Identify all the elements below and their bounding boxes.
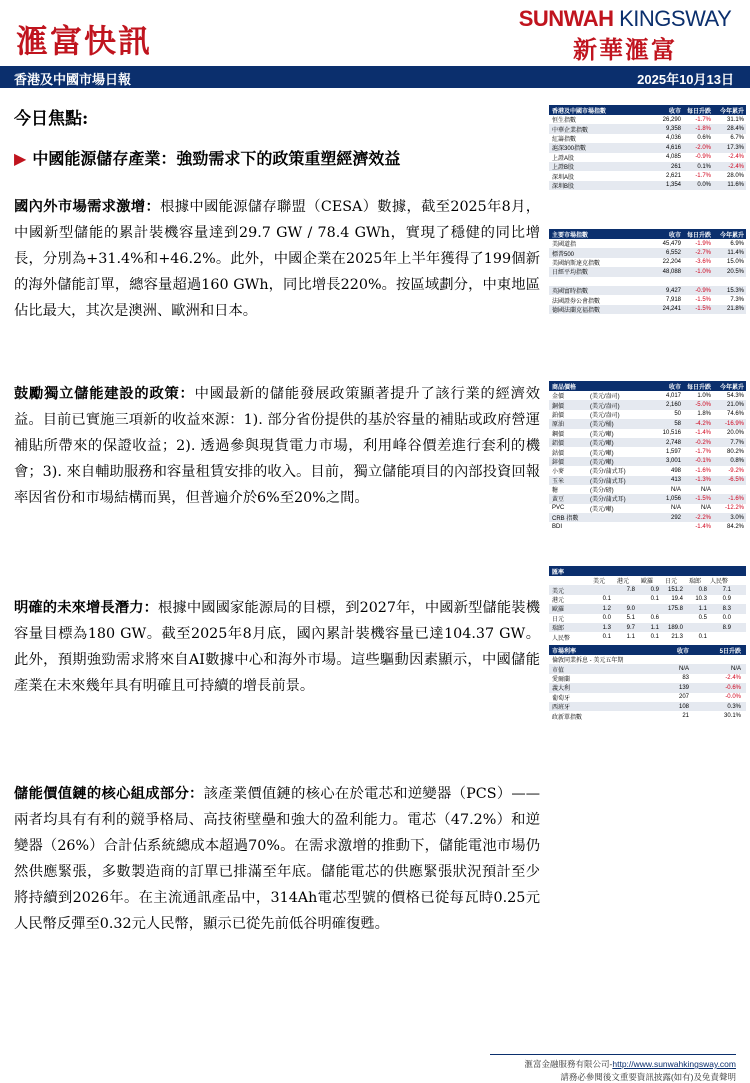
header-cell: 收市: [668, 384, 681, 391]
cell-rate: 19.4: [671, 596, 683, 603]
cell-daily-change: 0.6%: [697, 135, 711, 142]
cell-close: 22,204: [662, 259, 681, 266]
header-cell: 港元: [616, 579, 629, 586]
cell-close: 21: [682, 713, 689, 720]
table-header: [549, 645, 746, 655]
cell-ytd-change: -1.6%: [728, 495, 744, 502]
cell-daily-change: -1.7%: [695, 116, 711, 123]
header-cell: 香港及中國市場指數: [552, 108, 607, 115]
table-row: [549, 476, 746, 485]
row-label: 深圳B股: [552, 183, 575, 190]
cell-ytd-change: 28.4%: [726, 126, 744, 133]
cell-daily-change: 0.0%: [697, 182, 711, 189]
cell-close: 2,748: [665, 439, 681, 446]
table-row: [549, 655, 746, 664]
cell-close: 9,358: [665, 126, 681, 133]
row-label: 日經平均指數: [552, 270, 589, 277]
brand-title: 滙富快訊: [16, 22, 153, 60]
triangle-icon: ▶: [14, 149, 27, 168]
cell-close: 50: [674, 411, 681, 418]
cell-daily-change: -1.5%: [695, 297, 711, 304]
row-label: 瑞郎: [552, 626, 565, 633]
row-label: 原油: [552, 422, 565, 429]
cell-close: 10,516: [662, 430, 681, 437]
table-header: [549, 381, 746, 391]
footer-link[interactable]: http://www.sunwahkingsway.com: [612, 1059, 736, 1069]
cell-close: 2,160: [665, 402, 681, 409]
cell-5d-change: -0.6%: [725, 684, 741, 691]
row-label: 鋼價: [552, 431, 565, 438]
footer-company-name: 滙富金融服務有限公司-: [524, 1059, 613, 1069]
footer-company: [525, 1058, 736, 1070]
row-unit: (美元/噸): [590, 441, 614, 448]
row-label: 小麥: [552, 469, 565, 476]
cell-rate: 1.2: [602, 605, 611, 612]
cell-close: 139: [678, 684, 689, 691]
row-label: 美國道指: [552, 242, 577, 249]
row-label: 金價: [552, 394, 565, 401]
paragraph-policy: [14, 381, 540, 511]
cell-daily-change: 0.1%: [697, 163, 711, 170]
header-cell: 今年累升: [719, 384, 744, 391]
table-row: [549, 171, 746, 180]
table-row: [549, 153, 746, 162]
cell-close: 108: [678, 703, 689, 710]
cell-daily-change: -1.9%: [695, 240, 711, 247]
cell-close: 2,621: [665, 173, 681, 180]
header-cell: 收市: [668, 232, 681, 239]
cell-ytd-change: -6.5%: [728, 477, 744, 484]
paragraph-value-chain: [14, 781, 540, 937]
paragraph-growth: [14, 595, 540, 699]
cell-ytd-change: -16.9%: [724, 420, 744, 427]
row-label: 鈷價: [552, 450, 565, 457]
cell-rate: 0.0: [602, 615, 611, 622]
table-row: [549, 143, 746, 152]
row-label: 深圳A股: [552, 174, 575, 181]
cell-close: 26,290: [662, 116, 681, 123]
report-date: 2025年10月13日: [637, 72, 734, 87]
row-label: 西班牙: [552, 705, 571, 712]
table-row: [549, 623, 746, 632]
row-label: 標普500: [552, 251, 575, 258]
table-row: [549, 295, 746, 304]
cell-ytd-change: 3.0%: [730, 514, 744, 521]
cell-rate: 175.8: [667, 605, 683, 612]
row-label: 紅籌指數: [552, 136, 577, 143]
fx-header-row: [549, 576, 746, 585]
table-row: [549, 258, 746, 267]
cell-ytd-change: 21.0%: [726, 402, 744, 409]
header-cell: 收市: [668, 108, 681, 115]
table-row: [549, 447, 746, 456]
header-cell: 每日升跌: [686, 384, 711, 391]
row-unit: (美元/噸): [590, 431, 614, 438]
header-cell: 日元: [664, 579, 677, 586]
report-subtitle: 香港及中國市場日報: [14, 73, 132, 88]
logo-text-a: SUNWAH: [518, 6, 620, 31]
cell-rate: 0.1: [650, 596, 659, 603]
cell-ytd-change: 15.0%: [726, 259, 744, 266]
table-row: [549, 239, 746, 248]
paragraph-demand: [14, 194, 540, 324]
row-label: 玉米: [552, 478, 565, 485]
table-row: [549, 504, 746, 513]
fx-table: [549, 566, 746, 642]
cell-rate: 189.0: [667, 624, 683, 631]
cell-ytd-change: 17.3%: [726, 144, 744, 151]
table-row: [549, 614, 746, 623]
cell-rate: 1.1: [626, 634, 635, 641]
cell-ytd-change: 20.5%: [726, 268, 744, 275]
cell-ytd-change: 54.3%: [726, 392, 744, 399]
table-row: [549, 115, 746, 124]
row-label: 葡萄牙: [552, 695, 571, 702]
cell-rate: 10.3: [695, 596, 707, 603]
header-cell: 商品價格: [552, 384, 577, 391]
row-label: 鋁價: [552, 441, 565, 448]
cell-close: 261: [670, 163, 681, 170]
cell-rate: 8.3: [722, 605, 731, 612]
row-unit: (美分/磅): [590, 488, 614, 495]
row-unit: (美元/噸): [590, 506, 614, 513]
paragraph-lead: 儲能價值鏈的核心組成部分：: [14, 786, 204, 802]
cell-rate: 8.9: [722, 624, 731, 631]
paragraph-body: 根據中國國家能源局的目標，到2027年，中國新型儲能裝機容量目標為180 GW。截至2025年8月底，國內累計裝機容量已達104.37 GW。此外，預期強勁需求將來自AI數據中心和海外市場。這些驅動因素顯示，中國儲能產業在未來幾年具有明確且可持續的增長前景。: [14, 600, 541, 694]
paragraph-lead: 明確的未來增長潛力：: [14, 600, 159, 616]
row-label: 德國法蘭克福指數: [552, 307, 601, 314]
row-label: 糖: [552, 488, 559, 495]
header-cell: 5日升跌: [719, 648, 741, 655]
cell-close: 3,001: [665, 458, 681, 465]
cell-rate: 9.7: [626, 624, 635, 631]
paragraph-body: 中國最新的儲能發展政策顯著提升了該行業的經濟效益。目前已實施三項新的收益來源：1). 部分省份提供的基於容量的補貼或政府營運補貼所帶來的保證收益；2). 透過參與現貨電力市場，利用峰谷價差進行套利的機會；3). 來自輔助服務和容量租賃安排的收入。目前，獨立儲能項目的內部投資回報率因省份和市場結構而異，但普遍介於6%至20%之間。: [14, 386, 541, 506]
table-row: [549, 693, 746, 702]
header-bar: [0, 66, 750, 88]
cell-rate: 5.1: [626, 615, 635, 622]
header-cell: 每日升跌: [686, 108, 711, 115]
cell-daily-change: -0.2%: [695, 439, 711, 446]
table-row: [549, 674, 746, 683]
cell-rate: 1.1: [650, 624, 659, 631]
row-unit: (美元/桶): [590, 422, 614, 429]
row-label: 美元: [552, 588, 565, 595]
row-label: 歐羅: [552, 607, 565, 614]
row-unit: (美元/噸): [590, 450, 614, 457]
table-row: [549, 683, 746, 692]
cell-rate: 0.9: [722, 596, 731, 603]
table-row: [549, 494, 746, 503]
cell-rate: 151.2: [667, 587, 683, 594]
cell-ytd-change: 28.0%: [726, 173, 744, 180]
cell-ytd-change: 21.8%: [726, 306, 744, 313]
table-row: [549, 134, 746, 143]
cell-daily-change: 1.8%: [697, 411, 711, 418]
row-label: 黃豆: [552, 497, 565, 504]
cell-daily-change: -2.2%: [695, 514, 711, 521]
footer-disclaimer: 請務必參閱後文重要資訊披露(如有)及免責聲明: [560, 1072, 736, 1082]
footer-divider: [490, 1054, 736, 1055]
cell-5d-change: N/A: [730, 666, 741, 673]
table-row: [549, 664, 746, 673]
row-label: 人民幣: [552, 635, 571, 642]
table-row: [549, 124, 746, 133]
cell-daily-change: -1.5%: [695, 306, 711, 313]
cell-daily-change: -1.7%: [695, 449, 711, 456]
row-unit: (美分/蒲式耳): [590, 469, 626, 476]
cell-ytd-change: 7.3%: [730, 297, 744, 304]
cell-ytd-change: 74.6%: [726, 411, 744, 418]
cell-close: N/A: [670, 505, 681, 512]
cell-5d-change: -0.0%: [725, 694, 741, 701]
cell-ytd-change: 6.9%: [730, 240, 744, 247]
row-label: 中華企業指數: [552, 127, 589, 134]
paragraph-lead: 國內外市場需求激增：: [14, 199, 161, 215]
cell-close: 292: [670, 514, 681, 521]
cell-rate: 1.1: [698, 605, 707, 612]
cell-rate: 1.3: [602, 624, 611, 631]
header-cell: 每日升跌: [686, 232, 711, 239]
row-label: 倫敦同業拆息 - 美元五年期: [552, 658, 624, 665]
cell-close: 1,354: [665, 182, 681, 189]
cell-close: 48,088: [662, 268, 681, 275]
cell-ytd-change: 20.0%: [726, 430, 744, 437]
table-row: [549, 286, 746, 295]
cell-rate: 0.5: [698, 615, 707, 622]
headline-text: 中國能源儲存產業：強勁需求下的政策重塑經濟效益: [32, 149, 401, 168]
table-row: [549, 466, 746, 475]
table-row: [549, 585, 746, 594]
paragraph-lead: 鼓勵獨立儲能建設的政策：: [14, 386, 195, 402]
cell-rate: 0.1: [602, 596, 611, 603]
header-cell: 主要市場指數: [552, 232, 589, 239]
table-row: [549, 391, 746, 400]
global-index-table: [549, 229, 746, 314]
cell-ytd-change: 80.2%: [726, 449, 744, 456]
cell-ytd-change: -12.2%: [724, 505, 744, 512]
headline: [14, 146, 400, 169]
table-header: [549, 566, 746, 576]
table-row: [549, 410, 746, 419]
cell-daily-change: -1.0%: [695, 268, 711, 275]
table-header: [549, 229, 746, 239]
table-row: [549, 267, 746, 276]
header-cell: 今年累升: [719, 108, 744, 115]
header-cell: 市場利率: [552, 648, 577, 655]
row-unit: (美分/蒲式耳): [590, 497, 626, 504]
cell-daily-change: -0.1%: [695, 458, 711, 465]
table-row: [549, 595, 746, 604]
paragraph-body: 該產業價值鏈的核心在於電芯和逆變器（PCS）——兩者均具有有利的競爭格局、高技術壁壘和強大的盈利能力。電芯（47.2%）和逆變器（26%）合計佔系統總成本超過70%。在需求激增的推動下，儲能電池市場仍然供應緊張，多數製造商的訂單已排滿至年底。儲能電芯的供應緊張狀況預計至少將持續到2026年。在主流通訊產品中，314Ah電芯型號的價格已從每瓦時0.25元人民幣反彈至0.32元人民幣，顯示已從先前低谷明確復甦。: [14, 786, 540, 932]
row-label: 滬深300指數: [552, 146, 587, 153]
cell-close: 4,085: [665, 154, 681, 161]
cell-daily-change: -0.9%: [695, 154, 711, 161]
hk-index-table: [549, 105, 746, 190]
cell-rate: 0.8: [698, 587, 707, 594]
cell-ytd-change: 11.6%: [727, 182, 744, 189]
row-label: 市值: [552, 667, 565, 674]
cell-rate: 0.6: [650, 615, 659, 622]
table-row: [549, 702, 746, 711]
table-row: [549, 429, 746, 438]
cell-close: 58: [674, 420, 681, 427]
cell-close: 1,597: [665, 449, 681, 456]
cell-close: N/A: [670, 486, 681, 493]
cell-close: N/A: [678, 666, 689, 673]
cell-daily-change: -1.7%: [695, 173, 711, 180]
row-label: 鉑價: [552, 412, 565, 419]
row-unit: (美分/蒲式耳): [590, 478, 626, 485]
cell-daily-change: -4.2%: [695, 420, 711, 427]
focus-label: 今日焦點:: [14, 109, 89, 129]
paragraph-body: 根據中國能源儲存聯盟（CESA）數據，截至2025年8月，中國新型儲能的累計裝機容量達到29.7 GW / 78.4 GWh，實現了穩健的同比增長，分別為+31.4%和+46.2%。此外，中國企業在2025年上半年獲得了199個新的海外儲能訂單，總容量超過160 GWh，同比增長220%。按區域劃分，中東地區佔比最大，其次是澳洲、歐洲和日本。: [14, 199, 541, 319]
cell-close: 1,056: [665, 495, 681, 502]
header-cell: 瑞郎: [688, 579, 701, 586]
row-unit: (美元/盎司): [590, 394, 620, 401]
cell-rate: 0.0: [722, 615, 731, 622]
cell-daily-change: -5.0%: [695, 402, 711, 409]
row-label: 上證A股: [552, 155, 575, 162]
cell-daily-change: N/A: [700, 486, 711, 493]
logo-text-zh: 新華滙富: [573, 35, 677, 64]
row-label: 日元: [552, 616, 565, 623]
row-label: BDI: [552, 524, 563, 531]
cell-5d-change: 0.3%: [727, 703, 741, 710]
row-label: 恒生指數: [552, 118, 577, 125]
row-label: 英國富時指數: [552, 289, 589, 296]
header-cell: 歐羅: [640, 579, 653, 586]
table-row: [549, 162, 746, 171]
cell-close: 7,918: [665, 297, 681, 304]
cell-close: 6,552: [665, 250, 681, 257]
rates-table: [549, 645, 746, 721]
cell-daily-change: -1.4%: [695, 524, 711, 531]
cell-close: 45,479: [662, 240, 681, 247]
cell-rate: 0.1: [602, 634, 611, 641]
cell-5d-change: 30.1%: [723, 713, 741, 720]
logo-text-b: KINGSWAY: [619, 6, 732, 31]
cell-rate: 7.8: [626, 587, 635, 594]
table-header: [549, 105, 746, 115]
cell-rate: 0.1: [698, 634, 707, 641]
cell-rate: 0.1: [650, 634, 659, 641]
row-unit: (美元/盎司): [590, 403, 620, 410]
row-unit: (美元/盎司): [590, 412, 620, 419]
table-row: [549, 419, 746, 428]
cell-ytd-change: -2.4%: [728, 154, 744, 161]
table-row: [549, 248, 746, 257]
cell-daily-change: -3.6%: [695, 259, 711, 266]
cell-ytd-change: 31.1%: [726, 116, 744, 123]
cell-daily-change: -0.9%: [695, 287, 711, 294]
cell-rate: 0.9: [650, 587, 659, 594]
table-row: [549, 632, 746, 641]
row-unit: (美元/噸): [590, 459, 614, 466]
header-cell: 美元: [592, 579, 605, 586]
cell-daily-change: -1.3%: [695, 477, 711, 484]
cell-ytd-change: 11.4%: [727, 250, 744, 257]
table-row: [549, 522, 746, 531]
cell-daily-change: -1.4%: [695, 430, 711, 437]
table-row: [549, 513, 746, 522]
row-label: 上證B股: [552, 165, 575, 172]
cell-close: 24,241: [662, 306, 681, 313]
cell-daily-change: -1.5%: [695, 495, 711, 502]
cell-close: 9,427: [665, 287, 681, 294]
row-label: PVC: [552, 505, 565, 512]
cell-close: 498: [670, 467, 681, 474]
table-row: [549, 711, 746, 720]
cell-ytd-change: 6.7%: [730, 135, 744, 142]
table-row: [549, 305, 746, 314]
company-logo: [514, 6, 736, 65]
cell-5d-change: -2.4%: [725, 675, 741, 682]
header-cell: 人民幣: [709, 579, 728, 586]
row-label: 義大利: [552, 686, 571, 693]
cell-daily-change: -2.0%: [695, 144, 711, 151]
cell-close: 4,616: [665, 144, 681, 151]
table-row: [549, 604, 746, 613]
cell-ytd-change: 15.3%: [726, 287, 744, 294]
row-label: 港元: [552, 597, 565, 604]
cell-close: 4,017: [665, 392, 681, 399]
table-row: [549, 181, 746, 190]
cell-ytd-change: 7.7%: [730, 439, 744, 446]
cell-daily-change: N/A: [700, 505, 711, 512]
cell-rate: 9.0: [626, 605, 635, 612]
row-label: CRB 指數: [552, 516, 579, 523]
cell-ytd-change: 84.2%: [726, 524, 744, 531]
cell-ytd-change: 0.8%: [730, 458, 744, 465]
cell-daily-change: -1.8%: [695, 126, 711, 133]
table-row: [549, 277, 746, 286]
cell-daily-change: 1.0%: [697, 392, 711, 399]
cell-rate: 7.1: [722, 587, 731, 594]
row-label: 愛爾蘭: [552, 676, 571, 683]
cell-ytd-change: -2.4%: [728, 163, 744, 170]
table-row: [549, 457, 746, 466]
row-label: 美國納斯達克指數: [552, 260, 601, 267]
table-title: 匯率: [552, 569, 565, 576]
row-label: 政新單指數: [552, 714, 583, 721]
table-row: [549, 485, 746, 494]
cell-close: 4,036: [665, 135, 681, 142]
header-cell: 收市: [676, 648, 689, 655]
row-label: 法國證券公會指數: [552, 298, 601, 305]
cell-close: 207: [678, 694, 689, 701]
table-row: [549, 438, 746, 447]
row-label: 銅價: [552, 403, 565, 410]
cell-daily-change: -2.7%: [695, 250, 711, 257]
header-cell: 今年累升: [719, 232, 744, 239]
row-label: 鋅價: [552, 459, 565, 466]
cell-daily-change: -1.6%: [695, 467, 711, 474]
commodity-table: [549, 381, 746, 532]
cell-close: 413: [670, 477, 681, 484]
cell-close: 83: [682, 675, 689, 682]
table-row: [549, 400, 746, 409]
cell-ytd-change: -9.2%: [728, 467, 744, 474]
cell-rate: 21.3: [671, 634, 683, 641]
